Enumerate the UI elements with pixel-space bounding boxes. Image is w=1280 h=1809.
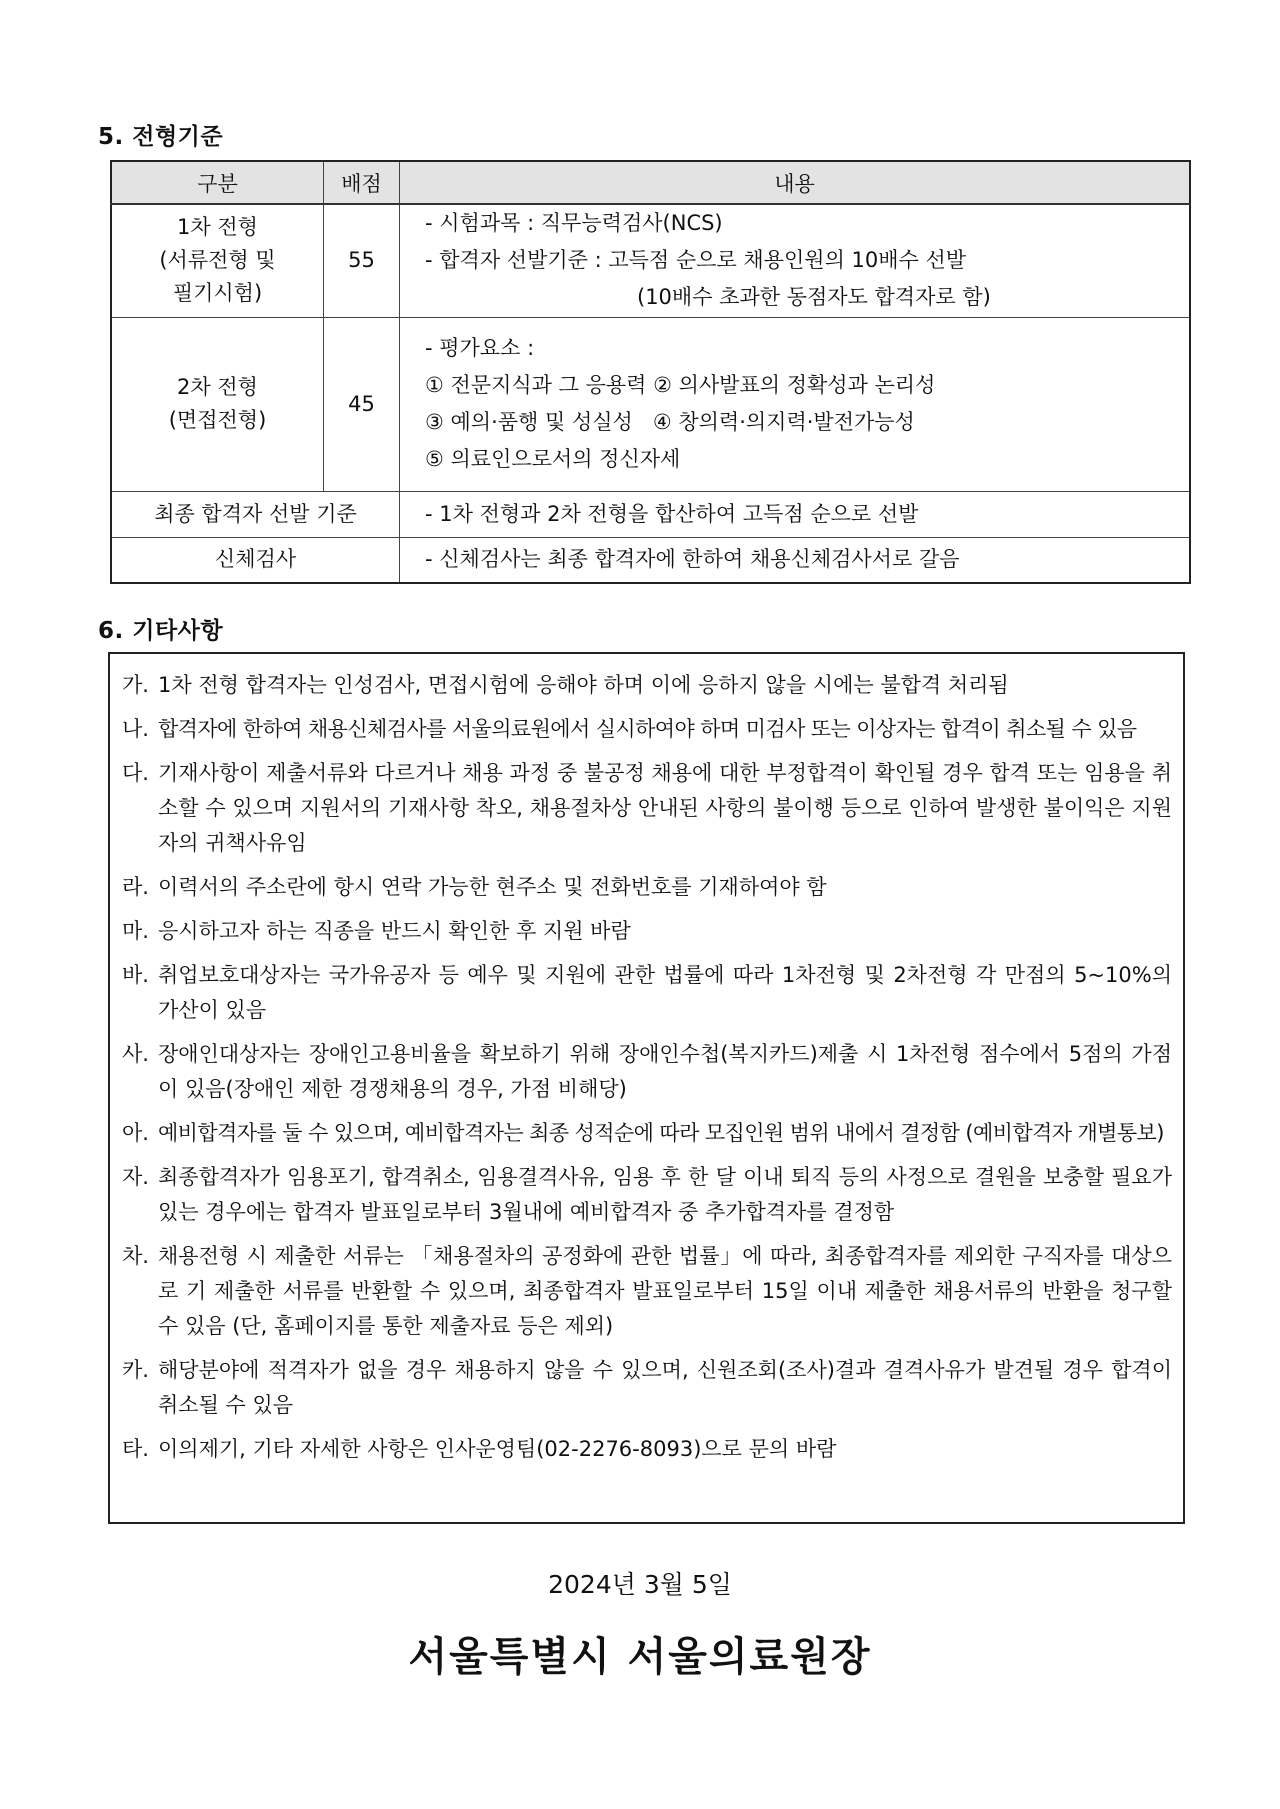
table-row (111, 491, 1190, 537)
item-text: 1차 전형 합격자는 인성검사, 면접시험에 응해야 하며 이에 응하지 않을 시에는 불합격 처리됨 (158, 673, 1009, 697)
item-marker: 나. (122, 717, 149, 741)
category-line: (서류전형 및 (159, 248, 276, 273)
category-line: 필기시험) (172, 281, 263, 306)
content-line: - 시험과목 : 직무능력검사(NCS) (425, 211, 723, 236)
list-item (122, 870, 1172, 905)
content-line: ③ 예의·품행 및 성실성 ④ 창의력·의지력·발전가능성 (425, 410, 915, 434)
content-cell (400, 317, 1191, 491)
announcement-date: 2024년 3월 5일 (548, 1570, 732, 1599)
table-header-row (111, 161, 1190, 204)
item-text: 이력서의 주소란에 항시 연락 가능한 현주소 및 전화번호를 기재하여야 함 (158, 875, 827, 899)
list-item (122, 1432, 1172, 1467)
list-item (122, 958, 1172, 1028)
item-marker: 자. (122, 1165, 149, 1189)
item-marker: 바. (122, 963, 149, 987)
category-line: 1차 전형 (177, 215, 258, 240)
notes-list (122, 668, 1172, 1476)
category-cell: 최종 합격자 선발 기준 (111, 491, 400, 537)
item-text: 응시하고자 하는 직종을 반드시 확인한 후 지원 바람 (158, 919, 631, 943)
score-cell: 55 (324, 204, 400, 317)
category-cell: 신체검사 (111, 537, 400, 583)
item-text: 예비합격자를 둘 수 있으며, 예비합격자는 최종 성적순에 따라 모집인원 범위 내에서 결정함 (예비합격자 개별통보) (158, 1121, 1164, 1145)
other-notes-box (108, 652, 1185, 1524)
table-row (111, 204, 1190, 317)
list-item (122, 1037, 1172, 1107)
table-row (111, 537, 1190, 583)
content-line: ① 전문지식과 그 응용력 ② 의사발표의 정확성과 논리성 (425, 373, 936, 397)
item-text: 해당분야에 적격자가 없을 경우 채용하지 않을 수 있으며, 신원조회(조사)결과 결격사유가 발견될 경우 합격이 취소될 수 있음 (158, 1358, 1172, 1417)
item-text: 이의제기, 기타 자세한 사항은 인사운영팀(02-2276-8093)으로 문의 바람 (158, 1437, 837, 1461)
category-cell (111, 317, 324, 491)
selection-criteria-table (110, 160, 1191, 584)
list-item (122, 668, 1172, 703)
list-item (122, 1239, 1172, 1344)
content-cell (400, 204, 1191, 317)
item-text: 최종합격자가 임용포기, 합격취소, 임용결격사유, 임용 후 한 달 이내 퇴직 등의 사정으로 결원을 보충할 필요가 있는 경우에는 합격자 발표일로부터 3월내에 예비합격자 중 추가합격자를 결정함 (158, 1165, 1172, 1224)
item-marker: 타. (122, 1437, 149, 1461)
item-text: 채용전형 시 제출한 서류는 「채용절차의 공정화에 관한 법률」에 따라, 최종합격자를 제외한 구직자를 대상으로 기 제출한 서류를 반환할 수 있으며, 최종합격자 발표일로부터 15일 이내 제출한 채용서류의 반환을 청구할 수 있음 (단, 홈페이지를 통한 제출자료 등은 제외) (158, 1244, 1172, 1338)
item-marker: 마. (122, 919, 149, 943)
item-text: 합격자에 한하여 채용신체검사를 서울의료원에서 실시하여야 하며 미검사 또는 이상자는 합격이 취소될 수 있음 (158, 717, 1137, 741)
item-marker: 가. (122, 673, 149, 697)
score-cell: 45 (324, 317, 400, 491)
item-text: 취업보호대상자는 국가유공자 등 예우 및 지원에 관한 법률에 따라 1차전형 및 2차전형 각 만점의 5~10%의 가산이 있음 (158, 963, 1172, 1022)
section-6-title: 6. 기타사항 (98, 618, 224, 644)
item-text: 장애인대상자는 장애인고용비율을 확보하기 위해 장애인수첩(복지카드)제출 시 1차전형 점수에서 5점의 가점이 있음(장애인 제한 경쟁채용의 경우, 가점 비해당) (158, 1042, 1172, 1101)
list-item (122, 914, 1172, 949)
list-item (122, 712, 1172, 747)
category-line: (면접전형) (168, 408, 267, 432)
content-line: - 합격자 선발기준 : 고득점 순으로 채용인원의 10배수 선발 (425, 248, 967, 273)
section-5-title: 5. 전형기준 (98, 124, 224, 150)
content-cell: - 1차 전형과 2차 전형을 합산하여 고득점 순으로 선발 (400, 491, 1191, 537)
content-line: (10배수 초과한 동점자도 합격자로 함) (637, 285, 991, 310)
item-marker: 아. (122, 1121, 149, 1145)
item-marker: 차. (122, 1244, 149, 1268)
item-marker: 라. (122, 875, 149, 899)
item-marker: 다. (122, 761, 149, 785)
issuer-name: 서울특별시 서울의료원장 (408, 1634, 872, 1680)
item-marker: 사. (122, 1042, 149, 1066)
content-line: ⑤ 의료인으로서의 정신자세 (425, 447, 681, 471)
category-line: 2차 전형 (177, 375, 258, 399)
header-content: 내용 (400, 161, 1191, 204)
table-row (111, 317, 1190, 491)
item-text: 기재사항이 제출서류와 다르거나 채용 과정 중 불공정 채용에 대한 부정합격이 확인될 경우 합격 또는 임용을 취소할 수 있으며 지원서의 기재사항 착오, 채용절차상 안내된 사항의 불이행 등으로 인하여 발생한 불이익은 지원자의 귀책사유임 (158, 761, 1172, 855)
category-cell (111, 204, 324, 317)
list-item (122, 1353, 1172, 1423)
content-cell: - 신체검사는 최종 합격자에 한하여 채용신체검사서로 갈음 (400, 537, 1191, 583)
content-line: - 평가요소 : (425, 336, 535, 360)
list-item (122, 1160, 1172, 1230)
header-score: 배점 (324, 161, 400, 204)
item-marker: 카. (122, 1358, 149, 1382)
list-item (122, 756, 1172, 861)
list-item (122, 1116, 1172, 1151)
header-category: 구분 (111, 161, 324, 204)
